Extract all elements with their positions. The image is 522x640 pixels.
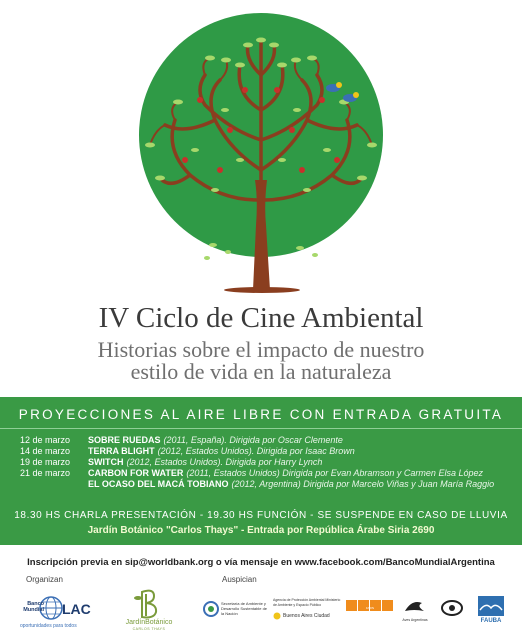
world-bank-logo: [18, 590, 98, 630]
farn-logo: [346, 600, 396, 620]
organizan-label: Organizan: [26, 575, 63, 584]
uba-logo: [440, 598, 464, 620]
aves-argentinas-logo: [400, 597, 430, 627]
schedule-band: [0, 397, 522, 545]
jardin-botanico-logo: [120, 588, 178, 632]
schedule-row: [20, 479, 515, 490]
tree-ground: [224, 287, 300, 293]
apra-logo: [273, 598, 343, 624]
schedule-film: TERRA BLIGHT: [88, 446, 155, 456]
baires-text: Buenos Aires Ciudad: [283, 613, 330, 619]
fauba-icon: [476, 594, 506, 618]
band-header: PROYECCIONES AL AIRE LIBRE CON ENTRADA GRATUITA: [18, 407, 504, 422]
auspician-label: Auspician: [222, 575, 257, 584]
bird-icon: [400, 597, 430, 617]
page-title: IV Ciclo de Cine Ambiental: [98, 302, 424, 334]
schedule-film: CARBON FOR WATER: [88, 468, 184, 478]
page-subtitle: [0, 339, 522, 383]
schedule-details: (2011, España). Dirigida por Oscar Clemente: [163, 435, 343, 445]
divider: [0, 428, 522, 429]
schedule-details: (2012, Estados Unidos). Dirigida por Harry Lynch: [126, 457, 323, 467]
subtitle-line-2: estilo de vida en la naturaleza: [130, 359, 392, 384]
tree-illustration: [0, 0, 522, 300]
schedule-list: [20, 435, 515, 490]
schedule-date: 14 de marzo: [20, 446, 71, 456]
wb-name: Banco Mundial: [23, 601, 44, 613]
schedule-row: [20, 468, 515, 479]
sayds-icon: [203, 601, 219, 617]
aves-text: Aves Argentinas: [402, 618, 428, 622]
schedule-date: 12 de marzo: [20, 435, 71, 445]
schedule-details: (2012, Estados Unidos). Dirigida por Isaac Brown: [157, 446, 355, 456]
schedule-times: 18.30 HS CHARLA PRESENTACIÓN - 19.30 HS FUNCIÓN - SE SUSPENDE EN CASO DE LLUVIA: [14, 510, 508, 521]
venue-info: Jardín Botánico "Carlos Thays" - Entrada por República Árabe Siria 2690: [87, 525, 435, 536]
schedule-film: EL OCASO DEL MACÁ TOBIANO: [88, 479, 229, 489]
schedule-film: SWITCH: [88, 457, 124, 467]
eye-icon: [440, 598, 464, 618]
ba-star-icon: [273, 612, 281, 620]
schedule-row: [20, 457, 515, 468]
sayds-logo: [203, 598, 269, 624]
inscription-info: Inscripción previa en sip@worldbank.org o vía mensaje en www.facebook.com/BancoMundialArgentina: [27, 557, 495, 568]
schedule-details: (2011, Estados Unidos) Dirigida por Evan Abramson y Carmen Elsa López: [186, 468, 483, 478]
wb-lac: LAC: [62, 601, 91, 617]
schedule-row: [20, 446, 515, 457]
schedule-film: SOBRE RUEDAS: [88, 435, 161, 445]
subtitle-line-1: Historias sobre el impacto de nuestro: [97, 337, 425, 362]
schedule-details: (2012, Argentina) Dirigida por Marcelo Viñas y Juan María Raggio: [231, 479, 495, 489]
schedule-date: [20, 479, 88, 490]
farn-text: FARN: [365, 606, 374, 610]
botanico-b-icon: [120, 588, 178, 620]
fauba-logo: [476, 594, 506, 634]
wb-tagline: oportunidades para todos: [20, 623, 77, 629]
jb-sub: CARLOS THAYS: [132, 627, 166, 631]
jb-name: JardínBotánico: [125, 619, 173, 626]
schedule-row: [20, 435, 515, 446]
schedule-date: 21 de marzo: [20, 468, 71, 478]
fauba-text: FAUBA: [480, 618, 502, 624]
schedule-date: 19 de marzo: [20, 457, 71, 467]
sayds-text: Secretaría de Ambiente y Desarrollo Sustentable de la Nación: [221, 601, 268, 616]
apra-text: Agencia de Protección Ambiental Ministerio de Ambiente y Espacio Público: [273, 598, 341, 607]
